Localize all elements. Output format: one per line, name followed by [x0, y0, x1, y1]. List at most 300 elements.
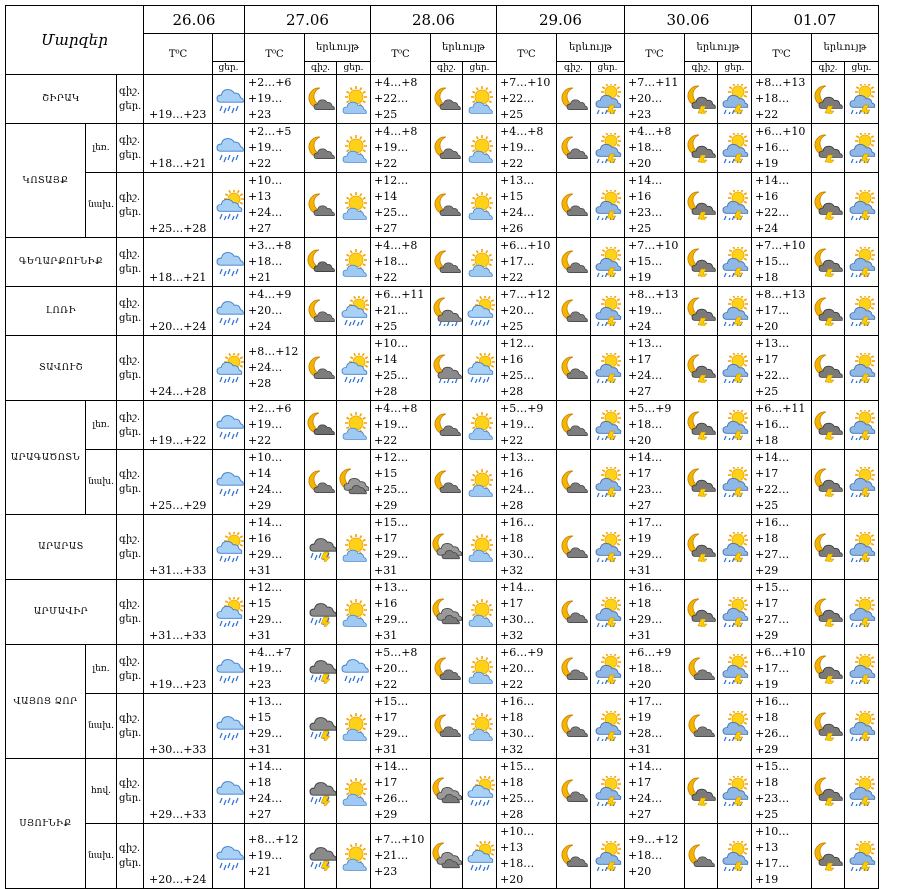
- moon-icon: [431, 694, 463, 759]
- night-temp: +17…+19: [628, 695, 663, 724]
- night-temp: +10…+13: [755, 825, 790, 854]
- storm-icon: [718, 336, 752, 401]
- night-temp: +15…+17: [374, 695, 409, 724]
- rain-icon: [213, 759, 245, 824]
- sun-icon: [337, 694, 371, 759]
- moon-icon: [431, 401, 463, 450]
- night-temp: +10…+14: [248, 451, 283, 480]
- date-header-4: 29.06: [497, 6, 625, 34]
- night-temp: +15…+18: [500, 760, 535, 789]
- moon-icon: [557, 238, 591, 287]
- day-temp: +21…+25: [374, 304, 409, 333]
- night-day-label: [117, 645, 144, 694]
- storm-icon: [845, 694, 879, 759]
- night-day-label: [117, 336, 144, 401]
- table-row: [6, 173, 879, 238]
- night-temp: +6…+10: [755, 646, 806, 659]
- night-temp: +4…+9: [248, 288, 292, 301]
- day-label: ցեր.: [119, 858, 142, 869]
- night-label: գիշ.: [119, 192, 141, 203]
- night-label-6: գիշ.: [812, 62, 845, 75]
- temp-header-1: T⁰C: [144, 34, 213, 75]
- moonstorm-icon: [812, 238, 845, 287]
- night-temp: +4…+8: [374, 76, 418, 89]
- night-label: գիշ.: [119, 412, 141, 423]
- mooncloud-icon: [431, 336, 463, 401]
- day-temp: +25…+29: [374, 483, 409, 512]
- day-label-3: ցեր.: [463, 62, 497, 75]
- day1-temp: +18…+21: [144, 124, 213, 173]
- forecast-temp: [245, 287, 305, 336]
- night-temp: +2…+6: [248, 402, 292, 415]
- stormcloud-icon: [305, 580, 337, 645]
- moon-icon: [557, 694, 591, 759]
- night-temp: +4…+8: [628, 125, 672, 138]
- rain-icon: [213, 238, 245, 287]
- day-temp: +19…+22: [248, 418, 283, 447]
- date-header-3: 28.06: [371, 6, 497, 34]
- forecast-temp: [625, 759, 685, 824]
- moonstorm-icon: [812, 580, 845, 645]
- storm-icon: [718, 694, 752, 759]
- storm-icon: [845, 450, 879, 515]
- day-temp: +30…+32: [500, 727, 535, 756]
- storm-icon: [718, 450, 752, 515]
- forecast-temp: [497, 580, 557, 645]
- table-row: [6, 336, 879, 401]
- night-temp: +7…+10: [374, 833, 425, 846]
- stormcloud-icon: [305, 759, 337, 824]
- sunrain-icon: [213, 336, 245, 401]
- day-temp: +19…+24: [628, 304, 663, 333]
- night-day-label: [117, 173, 144, 238]
- storm-icon: [591, 124, 625, 173]
- night-day-label: [117, 759, 144, 824]
- night-temp: +15…+17: [755, 581, 790, 610]
- day-temp: +23…+25: [755, 792, 790, 821]
- night-temp: +4…+8: [374, 239, 418, 252]
- forecast-temp: [497, 287, 557, 336]
- table-row: [6, 287, 879, 336]
- night-temp: +2…+5: [248, 125, 292, 138]
- rain-icon: [213, 287, 245, 336]
- day-label: ցեր.: [119, 484, 142, 495]
- night-temp: +7…+10: [628, 239, 679, 252]
- region-name: ԱՐԱՐԱՏ: [6, 515, 117, 580]
- day1-temp: +31…+33: [144, 580, 213, 645]
- moon-icon: [431, 238, 463, 287]
- day-temp: +27…+29: [755, 613, 790, 642]
- moonstorm-icon: [685, 75, 718, 124]
- day1-temp: +25…+29: [144, 450, 213, 515]
- moon-icon: [685, 694, 718, 759]
- day-temp: +29…+31: [374, 727, 409, 756]
- cloud-icon: [431, 759, 463, 824]
- rain-icon: [213, 450, 245, 515]
- day-label: ցեր.: [119, 549, 142, 560]
- sun-icon: [337, 515, 371, 580]
- forecast-temp: [371, 450, 431, 515]
- forecast-temp: [371, 694, 431, 759]
- day-temp: +29…+31: [374, 548, 409, 577]
- day-temp: +24…+29: [248, 483, 283, 512]
- day-label: ցեր.: [119, 313, 142, 324]
- subregion-label: լեռ.: [86, 645, 117, 694]
- rain-icon: [337, 645, 371, 694]
- forecast-temp: [752, 124, 812, 173]
- forecast-temp: [245, 515, 305, 580]
- day-temp: +20…+22: [500, 662, 535, 691]
- night-label: գիշ.: [119, 778, 141, 789]
- night-temp: +6…+11: [755, 402, 806, 415]
- stormcloud-icon: [305, 515, 337, 580]
- moon-icon: [305, 124, 337, 173]
- storm-icon: [718, 287, 752, 336]
- forecast-temp: [752, 580, 812, 645]
- day-temp: +21…+23: [374, 849, 409, 878]
- night-temp: +13…+17: [628, 337, 663, 366]
- sunrain-icon: [463, 287, 497, 336]
- moon-icon: [431, 75, 463, 124]
- temp-header-3: T⁰C: [371, 34, 431, 75]
- day-label-4: ցեր.: [591, 62, 625, 75]
- sun-icon: [463, 173, 497, 238]
- sun-icon: [463, 124, 497, 173]
- day-temp: +19…+23: [248, 92, 283, 121]
- sun-icon: [337, 824, 371, 889]
- table-row: [6, 645, 879, 694]
- storm-icon: [718, 238, 752, 287]
- day-temp: +20…+22: [374, 662, 409, 691]
- forecast-temp: [625, 287, 685, 336]
- day-temp: +15…+19: [628, 255, 663, 284]
- night-temp: +14…+16: [755, 174, 790, 203]
- day-temp: +26…+29: [374, 792, 409, 821]
- night-temp: +4…+8: [374, 125, 418, 138]
- night-temp: +14…+17: [755, 451, 790, 480]
- day-label: ցեր.: [119, 728, 142, 739]
- forecast-temp: [752, 450, 812, 515]
- day-temp: +22…+25: [755, 369, 790, 398]
- forecast-temp: [371, 759, 431, 824]
- region-name: ՎԱՅՈՑ ՁՈՐ: [6, 645, 86, 759]
- night-temp: +8…+13: [628, 288, 679, 301]
- sun-icon: [463, 580, 497, 645]
- sun-icon: [463, 238, 497, 287]
- day-label: ցեր.: [119, 427, 142, 438]
- storm-icon: [845, 580, 879, 645]
- day-label: ցեր.: [119, 370, 142, 381]
- storm-icon: [591, 238, 625, 287]
- forecast-temp: [245, 75, 305, 124]
- night-temp: +13…+17: [755, 337, 790, 366]
- forecast-temp: [371, 336, 431, 401]
- night-day-label: [117, 238, 144, 287]
- forecast-temp: [752, 401, 812, 450]
- forecast-temp: [625, 75, 685, 124]
- day1-temp: +31…+33: [144, 515, 213, 580]
- day-label: ցեր.: [119, 614, 142, 625]
- region-name: ԼՈՌԻ: [6, 287, 117, 336]
- forecast-temp: [752, 694, 812, 759]
- storm-icon: [591, 287, 625, 336]
- night-temp: +10…+14: [374, 337, 409, 366]
- moonstorm-icon: [812, 515, 845, 580]
- moon-icon: [557, 645, 591, 694]
- rain-icon: [213, 645, 245, 694]
- sun-icon: [463, 645, 497, 694]
- day-label: ցեր.: [119, 264, 142, 275]
- forecast-temp: [625, 824, 685, 889]
- forecast-temp: [371, 75, 431, 124]
- day-temp: +19…+22: [374, 141, 409, 170]
- day-temp: +19…+21: [248, 849, 283, 878]
- storm-icon: [845, 238, 879, 287]
- subregion-label: նախ.: [86, 173, 117, 238]
- sun-icon: [337, 124, 371, 173]
- day-temp: +17…+20: [755, 304, 790, 333]
- date-header-6: 01.07: [752, 6, 879, 34]
- night-temp: +13…+16: [374, 581, 409, 610]
- sunrain-icon: [213, 580, 245, 645]
- night-temp: +6…+10: [500, 239, 551, 252]
- day-temp: +23…+27: [628, 483, 663, 512]
- day-temp: +22…+25: [374, 92, 409, 121]
- moon-icon: [557, 401, 591, 450]
- night-temp: +12…+15: [374, 451, 409, 480]
- sunrain-icon: [337, 287, 371, 336]
- storm-icon: [591, 401, 625, 450]
- night-day-label: [117, 287, 144, 336]
- forecast-temp: [497, 401, 557, 450]
- storm-icon: [845, 759, 879, 824]
- day-temp: +30…+32: [500, 613, 535, 642]
- subregion-label: նախ.: [86, 694, 117, 759]
- day-temp: +25…+27: [374, 206, 409, 235]
- region-name: ԳԵՂԱՐՔՈՒՆԻՔ: [6, 238, 117, 287]
- forecast-temp: [752, 336, 812, 401]
- moon-icon: [557, 759, 591, 824]
- moonstorm-icon: [812, 287, 845, 336]
- forecast-temp: [752, 173, 812, 238]
- forecast-temp: [752, 238, 812, 287]
- forecast-temp: [371, 580, 431, 645]
- forecast-temp: [245, 694, 305, 759]
- storm-icon: [845, 124, 879, 173]
- night-label-3: գիշ.: [431, 62, 463, 75]
- rain-icon: [213, 824, 245, 889]
- night-label-5: գիշ.: [685, 62, 718, 75]
- day-temp: +23…+25: [628, 206, 663, 235]
- moon-icon: [557, 450, 591, 515]
- night-temp: +7…+10: [500, 76, 551, 89]
- night-temp: +15…+17: [374, 516, 409, 545]
- night-temp: +8…+12: [248, 833, 299, 846]
- day-temp: +22…+25: [755, 483, 790, 512]
- region-name: ՍՅՈՒՆԻՔ: [6, 759, 86, 889]
- forecast-temp: [625, 694, 685, 759]
- subregion-label: հով.: [86, 759, 117, 824]
- phenomena-header-5: երևույթ: [685, 34, 752, 62]
- table-row: [6, 124, 879, 173]
- table-row: [6, 515, 879, 580]
- subregion-label: լեռ.: [86, 401, 117, 450]
- night-temp: +14…+17: [500, 581, 535, 610]
- storm-icon: [591, 759, 625, 824]
- night-day-label: [117, 694, 144, 759]
- forecast-temp: [497, 336, 557, 401]
- storm-icon: [718, 75, 752, 124]
- night-temp: +12…+15: [248, 581, 283, 610]
- night-temp: +2…+6: [248, 76, 292, 89]
- night-day-label: [117, 824, 144, 889]
- rain-icon: [213, 401, 245, 450]
- night-day-label: [117, 75, 144, 124]
- night-temp: +15…+18: [755, 760, 790, 789]
- forecast-temp: [752, 824, 812, 889]
- day1-temp: +20…+24: [144, 287, 213, 336]
- night-temp: +14…+17: [374, 760, 409, 789]
- table-row: [6, 401, 879, 450]
- subregion-label: նախ.: [86, 824, 117, 889]
- table-row: [6, 759, 879, 824]
- night-temp: +13…+15: [500, 174, 535, 203]
- day-temp: +17…+19: [755, 857, 790, 886]
- night-temp: +14…+18: [248, 760, 283, 789]
- day-temp: +24…+27: [628, 369, 663, 398]
- day-temp: +29…+31: [248, 548, 283, 577]
- phenomena-header-4: երևույթ: [557, 34, 625, 62]
- night-temp: +17…+19: [628, 516, 663, 545]
- sun-icon: [463, 694, 497, 759]
- night-temp: +9…+12: [628, 833, 679, 846]
- night-temp: +6…+9: [628, 646, 672, 659]
- forecast-temp: [371, 401, 431, 450]
- day-temp: +18…+20: [628, 141, 663, 170]
- date-header-1: 26.06: [144, 6, 245, 34]
- day-temp: +24…+26: [500, 206, 535, 235]
- day-temp: +18…+22: [755, 92, 790, 121]
- subregion-label: լեռ.: [86, 124, 117, 173]
- forecast-temp: [497, 824, 557, 889]
- forecast-temp: [497, 75, 557, 124]
- night-temp: +3…+8: [248, 239, 292, 252]
- forecast-temp: [625, 515, 685, 580]
- sunrain-icon: [463, 759, 497, 824]
- storm-icon: [718, 401, 752, 450]
- day-temp: +22…+24: [755, 206, 790, 235]
- moon-icon: [557, 287, 591, 336]
- night-temp: +16…+18: [628, 581, 663, 610]
- moonstorm-icon: [812, 124, 845, 173]
- day-temp: +29…+31: [374, 613, 409, 642]
- forecast-temp: [497, 515, 557, 580]
- phenomena-header-6: երևույթ: [812, 34, 879, 62]
- day-temp: +28…+31: [628, 727, 663, 756]
- moonstorm-icon: [685, 580, 718, 645]
- moonstorm-icon: [812, 401, 845, 450]
- forecast-temp: [245, 401, 305, 450]
- forecast-temp: [625, 336, 685, 401]
- day-temp: +24…+27: [248, 792, 283, 821]
- table-row: [6, 824, 879, 889]
- night-label: գիշ.: [119, 86, 141, 97]
- forecast-temp: [752, 75, 812, 124]
- sun-icon: [337, 75, 371, 124]
- day-temp: +15…+18: [755, 255, 790, 284]
- table-row: [6, 238, 879, 287]
- night-day-label: [117, 401, 144, 450]
- night-temp: +13…+15: [248, 695, 283, 724]
- sun-icon: [463, 401, 497, 450]
- night-temp: +4…+8: [374, 402, 418, 415]
- storm-icon: [718, 515, 752, 580]
- table-row: [6, 75, 879, 124]
- night-temp: +4…+8: [500, 125, 544, 138]
- day-temp: +19…+23: [248, 662, 283, 691]
- storm-icon: [591, 824, 625, 889]
- night-temp: +16…+18: [500, 516, 535, 545]
- forecast-temp: [497, 238, 557, 287]
- temp-header-2: T⁰C: [245, 34, 305, 75]
- sunrain-icon: [463, 336, 497, 401]
- night-temp: +5…+9: [500, 402, 544, 415]
- moon-icon: [431, 450, 463, 515]
- night-day-label: [117, 450, 144, 515]
- storm-icon: [718, 580, 752, 645]
- night-temp: +16…+18: [755, 695, 790, 724]
- moonstorm-icon: [685, 450, 718, 515]
- day1-temp: +18…+21: [144, 238, 213, 287]
- subregion-label: նախ.: [86, 450, 117, 515]
- moonsun-icon: [305, 238, 337, 287]
- night-temp: +8…+13: [755, 76, 806, 89]
- date-header-5: 30.06: [625, 6, 752, 34]
- moonstorm-icon: [685, 287, 718, 336]
- phenomena-header-3: երևույթ: [431, 34, 497, 62]
- storm-icon: [718, 824, 752, 889]
- storm-icon: [591, 336, 625, 401]
- table-row: [6, 580, 879, 645]
- day-temp: +19…+22: [500, 141, 535, 170]
- night-temp: +14…+17: [628, 451, 663, 480]
- forecast-temp: [625, 645, 685, 694]
- day-temp: +18…+20: [628, 662, 663, 691]
- forecast-temp: [752, 759, 812, 824]
- moon-icon: [431, 124, 463, 173]
- moon-icon: [685, 824, 718, 889]
- forecast-temp: [371, 645, 431, 694]
- storm-icon: [718, 124, 752, 173]
- night-temp: +12…+16: [500, 337, 535, 366]
- forecast-temp: [245, 173, 305, 238]
- moonstorm-icon: [685, 124, 718, 173]
- forecast-temp: [245, 124, 305, 173]
- day1-temp: +29…+33: [144, 759, 213, 824]
- day-temp: +25…+28: [500, 369, 535, 398]
- rain-icon: [213, 694, 245, 759]
- moonstorm-icon: [685, 515, 718, 580]
- moonstorm-icon: [812, 645, 845, 694]
- forecast-temp: [625, 580, 685, 645]
- night-temp: +6…+11: [374, 288, 425, 301]
- moon-icon: [557, 515, 591, 580]
- cloud-icon: [431, 515, 463, 580]
- day-temp: +29…+31: [628, 613, 663, 642]
- moonstorm-icon: [685, 401, 718, 450]
- rain-icon: [213, 75, 245, 124]
- sunrain-icon: [213, 173, 245, 238]
